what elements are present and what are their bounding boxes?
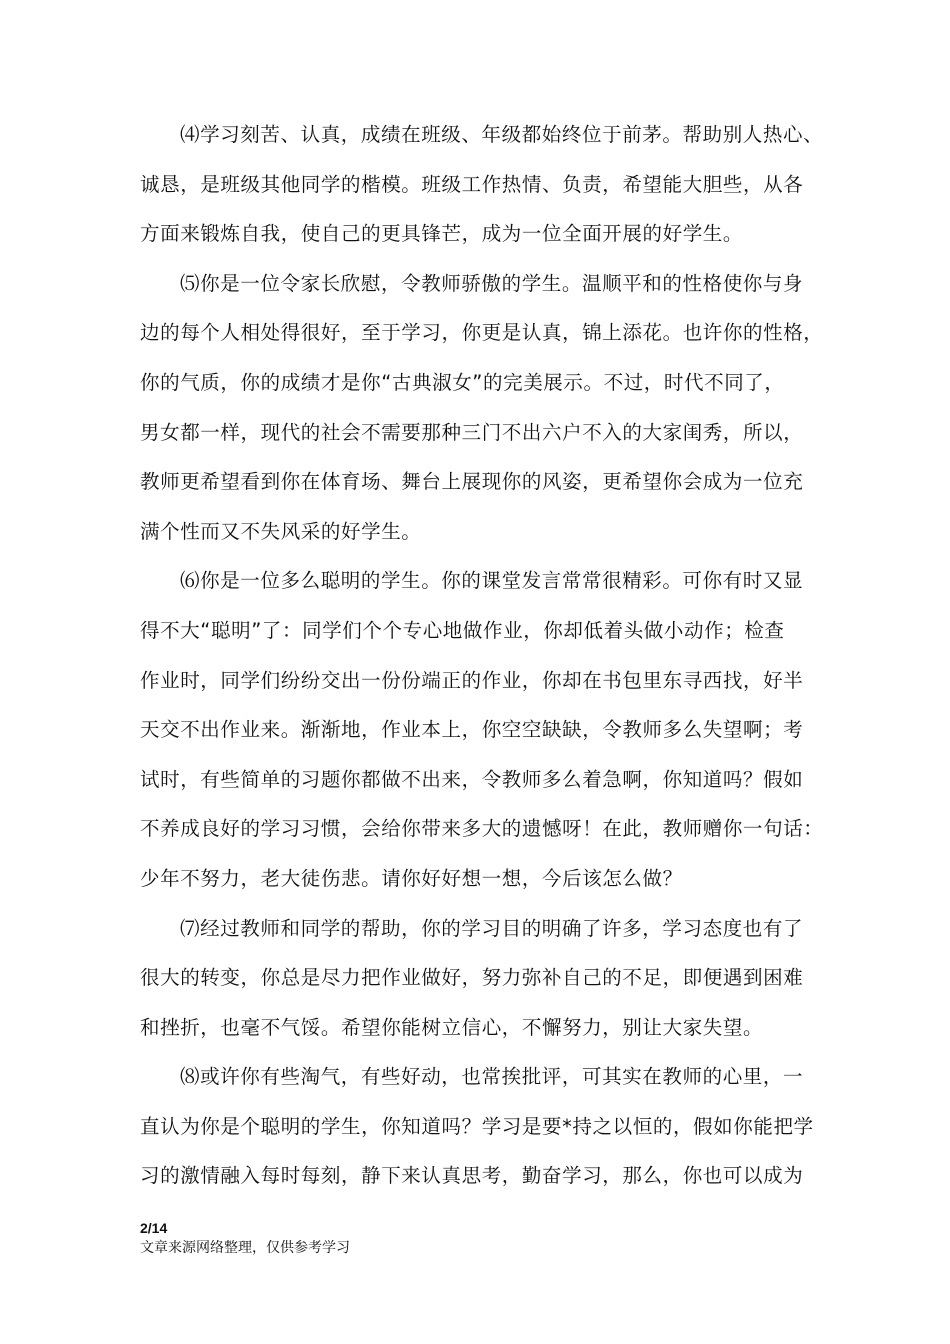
paragraph-line: 作业时，同学们纷纷交出一份份端正的作业，你却在书包里东寻西找，好半 bbox=[140, 668, 804, 692]
paragraph-line: 你的气质，你的成绩才是你“古典淑女”的完美展示。不过，时代不同了， bbox=[140, 370, 785, 394]
paragraph-line: 边的每个人相处得很好，至于学习，你更是认真，锦上添花。也许你的性格， bbox=[140, 321, 824, 345]
paragraph-6 bbox=[140, 556, 830, 903]
paragraph-line: 试时，有些简单的习题你都做不出来，令教师多么着急啊，你知道吗？假如 bbox=[140, 767, 804, 791]
paragraph-line: 诚恳，是班级其他同学的楷模。班级工作热情、负责，希望能大胆些，从各 bbox=[140, 172, 804, 196]
paragraph-line: ⑸你是一位令家长欣慰，令教师骄傲的学生。温顺平和的性格使你与身 bbox=[180, 271, 804, 295]
paragraph-line: ⑹你是一位多么聪明的学生。你的课堂发言常常很精彩。可你有时又显 bbox=[180, 569, 804, 593]
paragraph-line: 满个性而又不失风采的好学生。 bbox=[140, 519, 422, 543]
paragraph-8 bbox=[140, 1052, 830, 1201]
paragraph-line: 得不大“聪明”了：同学们个个专心地做作业，你却低着头做小动作；检查 bbox=[140, 618, 785, 642]
paragraph-line: ⑺经过教师和同学的帮助，你的学习目的明确了许多，学习态度也有了 bbox=[180, 916, 804, 940]
paragraph-line: 少年不努力，老大徒伤悲。请你好好想一想，今后该怎么做？ bbox=[140, 866, 683, 890]
paragraph-line: 不养成良好的学习习惯，会给你带来多大的遗憾呀！在此，教师赠你一句话： bbox=[140, 817, 824, 841]
paragraph-line: 和挫折，也毫不气馁。希望你能树立信心，不懈努力，别让大家失望。 bbox=[140, 1015, 764, 1039]
paragraph-line: ⑷学习刻苦、认真，成绩在班级、年级都始终位于前茅。帮助别人热心、 bbox=[180, 123, 824, 146]
paragraph-5 bbox=[140, 259, 830, 557]
footer-note: 文章来源网络整理，仅供参考学习 bbox=[140, 1240, 350, 1256]
paragraph-line: 教师更希望看到你在体育场、舞台上展现你的风姿，更希望你会成为一位充 bbox=[140, 470, 804, 494]
paragraph-line: 方面来锻炼自我，使自己的更具锋芒，成为一位全面开展的好学生。 bbox=[140, 222, 744, 246]
paragraph-line: 男女都一样，现代的社会不需要那种三门不出六户不入的大家闺秀，所以， bbox=[140, 420, 804, 444]
paragraph-line: 很大的转变，你总是尽力把作业做好，努力弥补自己的不足，即便遇到困难 bbox=[140, 966, 804, 990]
document-body bbox=[140, 110, 830, 1201]
paragraph-line: ⑻或许你有些淘气，有些好动，也常挨批评，可其实在教师的心里，一 bbox=[180, 1065, 804, 1089]
paragraph-line: 习的激情融入每时每刻，静下来认真思考，勤奋学习，那么，你也可以成为 bbox=[140, 1164, 804, 1188]
paragraph-line: 天交不出作业来。渐渐地，作业本上，你空空缺缺，令教师多么失望啊；考 bbox=[140, 718, 804, 742]
page-number: 2/14 bbox=[140, 1220, 168, 1236]
page-footer bbox=[140, 1218, 350, 1258]
paragraph-7 bbox=[140, 904, 830, 1053]
paragraph-line: 直认为你是个聪明的学生，你知道吗？学习是要*持之以恒的，假如你能把学 bbox=[140, 1114, 814, 1138]
paragraph-4 bbox=[140, 110, 830, 259]
